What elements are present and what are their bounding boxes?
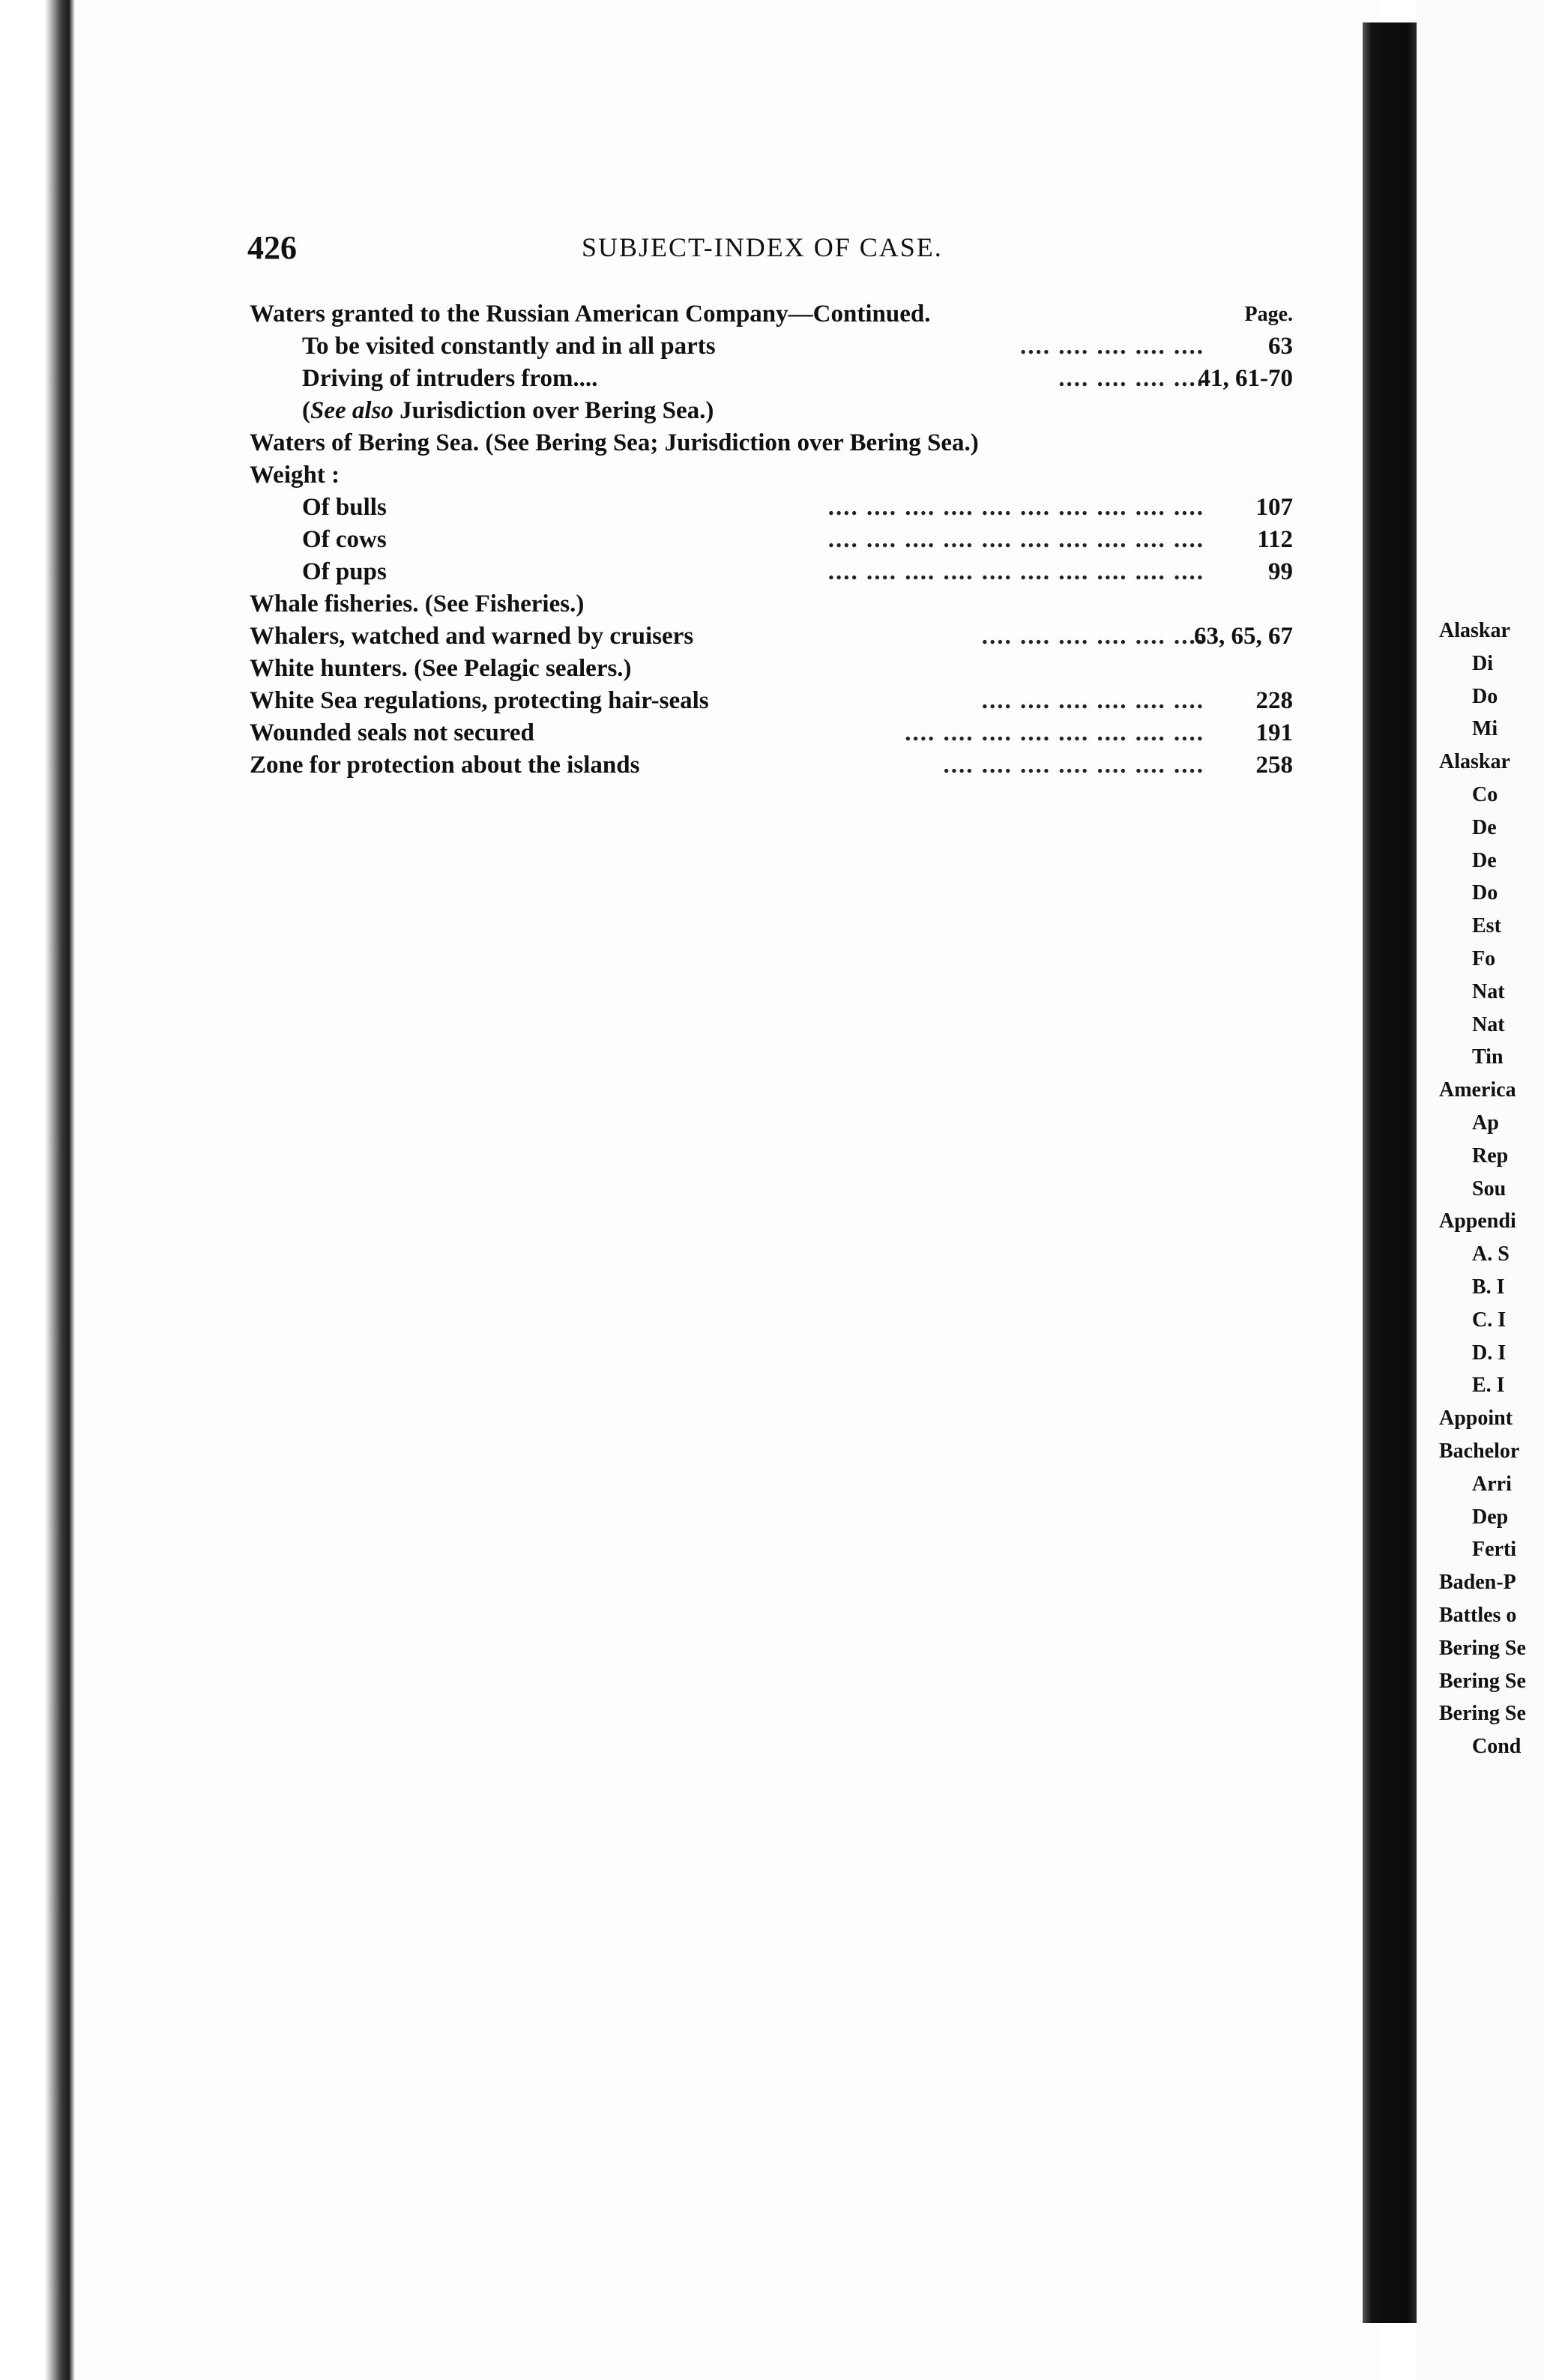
facing-fragment: A. S [1472, 1242, 1510, 1266]
index-subentry [250, 556, 1293, 588]
index-subentry [250, 330, 1293, 363]
facing-fragment: Nat [1472, 979, 1505, 1003]
facing-fragment: Cond [1472, 1735, 1522, 1759]
facing-fragment: Alaskar [1439, 619, 1510, 642]
see-also-text: Jurisdiction over Bering Sea.) [393, 397, 714, 424]
page-reference: 63, 65, 67 [1194, 623, 1293, 650]
facing-fragment: Di [1472, 651, 1493, 675]
page-reference: 112 [1257, 526, 1293, 553]
facing-fragment: Baden-P [1439, 1571, 1516, 1595]
index-entry [250, 749, 1293, 782]
page-reference: 258 [1255, 752, 1293, 779]
leader-dots: .... .... .... .... .... .... .... .... .... .... [827, 558, 1204, 585]
entry-text: White Sea regulations, protecting hair-seals [250, 687, 709, 714]
leader-dots: .... .... .... .... .... .... .... .... .... .... [827, 526, 1204, 553]
see-also-note: (See also Jurisdiction over Bering Sea.) [302, 397, 714, 424]
entry-text: To be visited constantly and in all parts [302, 333, 716, 360]
facing-fragment: Bering Se [1439, 1669, 1526, 1693]
facing-fragment: Do [1472, 684, 1498, 708]
index-entry [250, 427, 1293, 459]
index-entry [250, 459, 1293, 492]
subject-index [250, 298, 1293, 782]
facing-fragment: Sou [1472, 1177, 1507, 1200]
leader-dots: .... .... .... .... .... .... [981, 687, 1204, 714]
facing-fragment: B. I [1472, 1275, 1505, 1299]
page-column-label: Page. [1244, 303, 1293, 326]
facing-fragment: Alaskar [1439, 750, 1510, 774]
index-entry [250, 685, 1293, 717]
page-reference: 41, 61-70 [1198, 365, 1293, 392]
page-reference: 99 [1268, 558, 1293, 585]
leader-dots: .... .... .... .... .... .... .... .... .... .... [827, 494, 1204, 521]
facing-fragment: Rep [1472, 1144, 1509, 1168]
facing-fragment: Fo [1472, 946, 1496, 970]
facing-fragment: D. I [1472, 1341, 1507, 1365]
facing-fragment: E. I [1472, 1374, 1505, 1398]
facing-fragment: Nat [1472, 1012, 1505, 1036]
facing-fragment: Dep [1472, 1505, 1509, 1529]
scan-left-edge [0, 0, 75, 2380]
facing-fragment: Bering Se [1439, 1702, 1526, 1726]
facing-fragment: Mi [1472, 717, 1498, 741]
facing-fragment: Co [1472, 782, 1498, 806]
facing-fragment: De [1472, 815, 1497, 839]
leader-dots: .... .... .... .... [1058, 365, 1204, 392]
index-entry [250, 717, 1293, 749]
facing-fragment: Tin [1472, 1045, 1504, 1069]
index-entry [250, 588, 1293, 620]
page-number: 426 [247, 229, 297, 266]
entry-text: Of bulls [302, 494, 387, 521]
entry-text: Wounded seals not secured [250, 719, 534, 746]
leader-dots: .... .... .... .... .... [1020, 333, 1204, 360]
entry-text: Waters of Bering Sea. (See Bering Sea; Jurisdiction over Bering Sea.) [250, 429, 979, 456]
page-header [247, 229, 1297, 274]
entry-text: Whalers, watched and warned by cruisers [250, 623, 694, 650]
page-reference: 228 [1255, 687, 1293, 714]
facing-fragment: Do [1472, 881, 1498, 905]
entry-text: White hunters. (See Pelagic sealers.) [250, 655, 632, 682]
entry-text: Whale fisheries. (See Fisheries.) [250, 591, 585, 617]
page-reference: 191 [1255, 719, 1293, 746]
facing-fragment: Ap [1472, 1111, 1499, 1135]
leader-dots: .... .... .... .... .... .... .... [943, 752, 1204, 779]
facing-fragment: America [1439, 1078, 1516, 1102]
leader-dots: .... .... .... .... .... .... [981, 623, 1204, 650]
index-subentry [250, 363, 1293, 395]
index-subentry [250, 524, 1293, 556]
facing-fragment: Bering Se [1439, 1636, 1526, 1660]
index-entry [250, 620, 1293, 653]
facing-page-text [1439, 614, 1544, 1763]
entry-text: Weight : [250, 462, 340, 489]
facing-fragment: Bachelor [1439, 1439, 1520, 1463]
entry-text: Of cows [302, 526, 387, 553]
entry-text: Driving of intruders from.... [302, 365, 598, 392]
facing-fragment: Appendi [1439, 1209, 1516, 1233]
index-subentry [250, 492, 1293, 524]
page-reference: 107 [1255, 494, 1293, 521]
facing-fragment: Appoint [1439, 1407, 1513, 1431]
index-entry [250, 653, 1293, 685]
running-head: SUBJECT-INDEX OF CASE. [582, 232, 943, 262]
page-reference: 63 [1268, 333, 1293, 360]
facing-fragment: C. I [1472, 1308, 1507, 1332]
facing-fragment: Battles o [1439, 1603, 1517, 1627]
facing-fragment: Est [1472, 914, 1501, 938]
facing-fragment: Arri [1472, 1472, 1512, 1496]
book-gutter [1363, 22, 1417, 2323]
facing-fragment: Ferti [1472, 1538, 1517, 1562]
index-entry [250, 298, 1293, 330]
entry-text: Waters granted to the Russian American Company—Continued. [250, 300, 931, 327]
entry-text: Zone for protection about the islands [250, 752, 640, 779]
facing-fragment: De [1472, 848, 1497, 872]
leader-dots: .... .... .... .... .... .... .... .... [905, 719, 1204, 746]
entry-text: Of pups [302, 558, 387, 585]
see-also-italic: See also [310, 397, 393, 424]
